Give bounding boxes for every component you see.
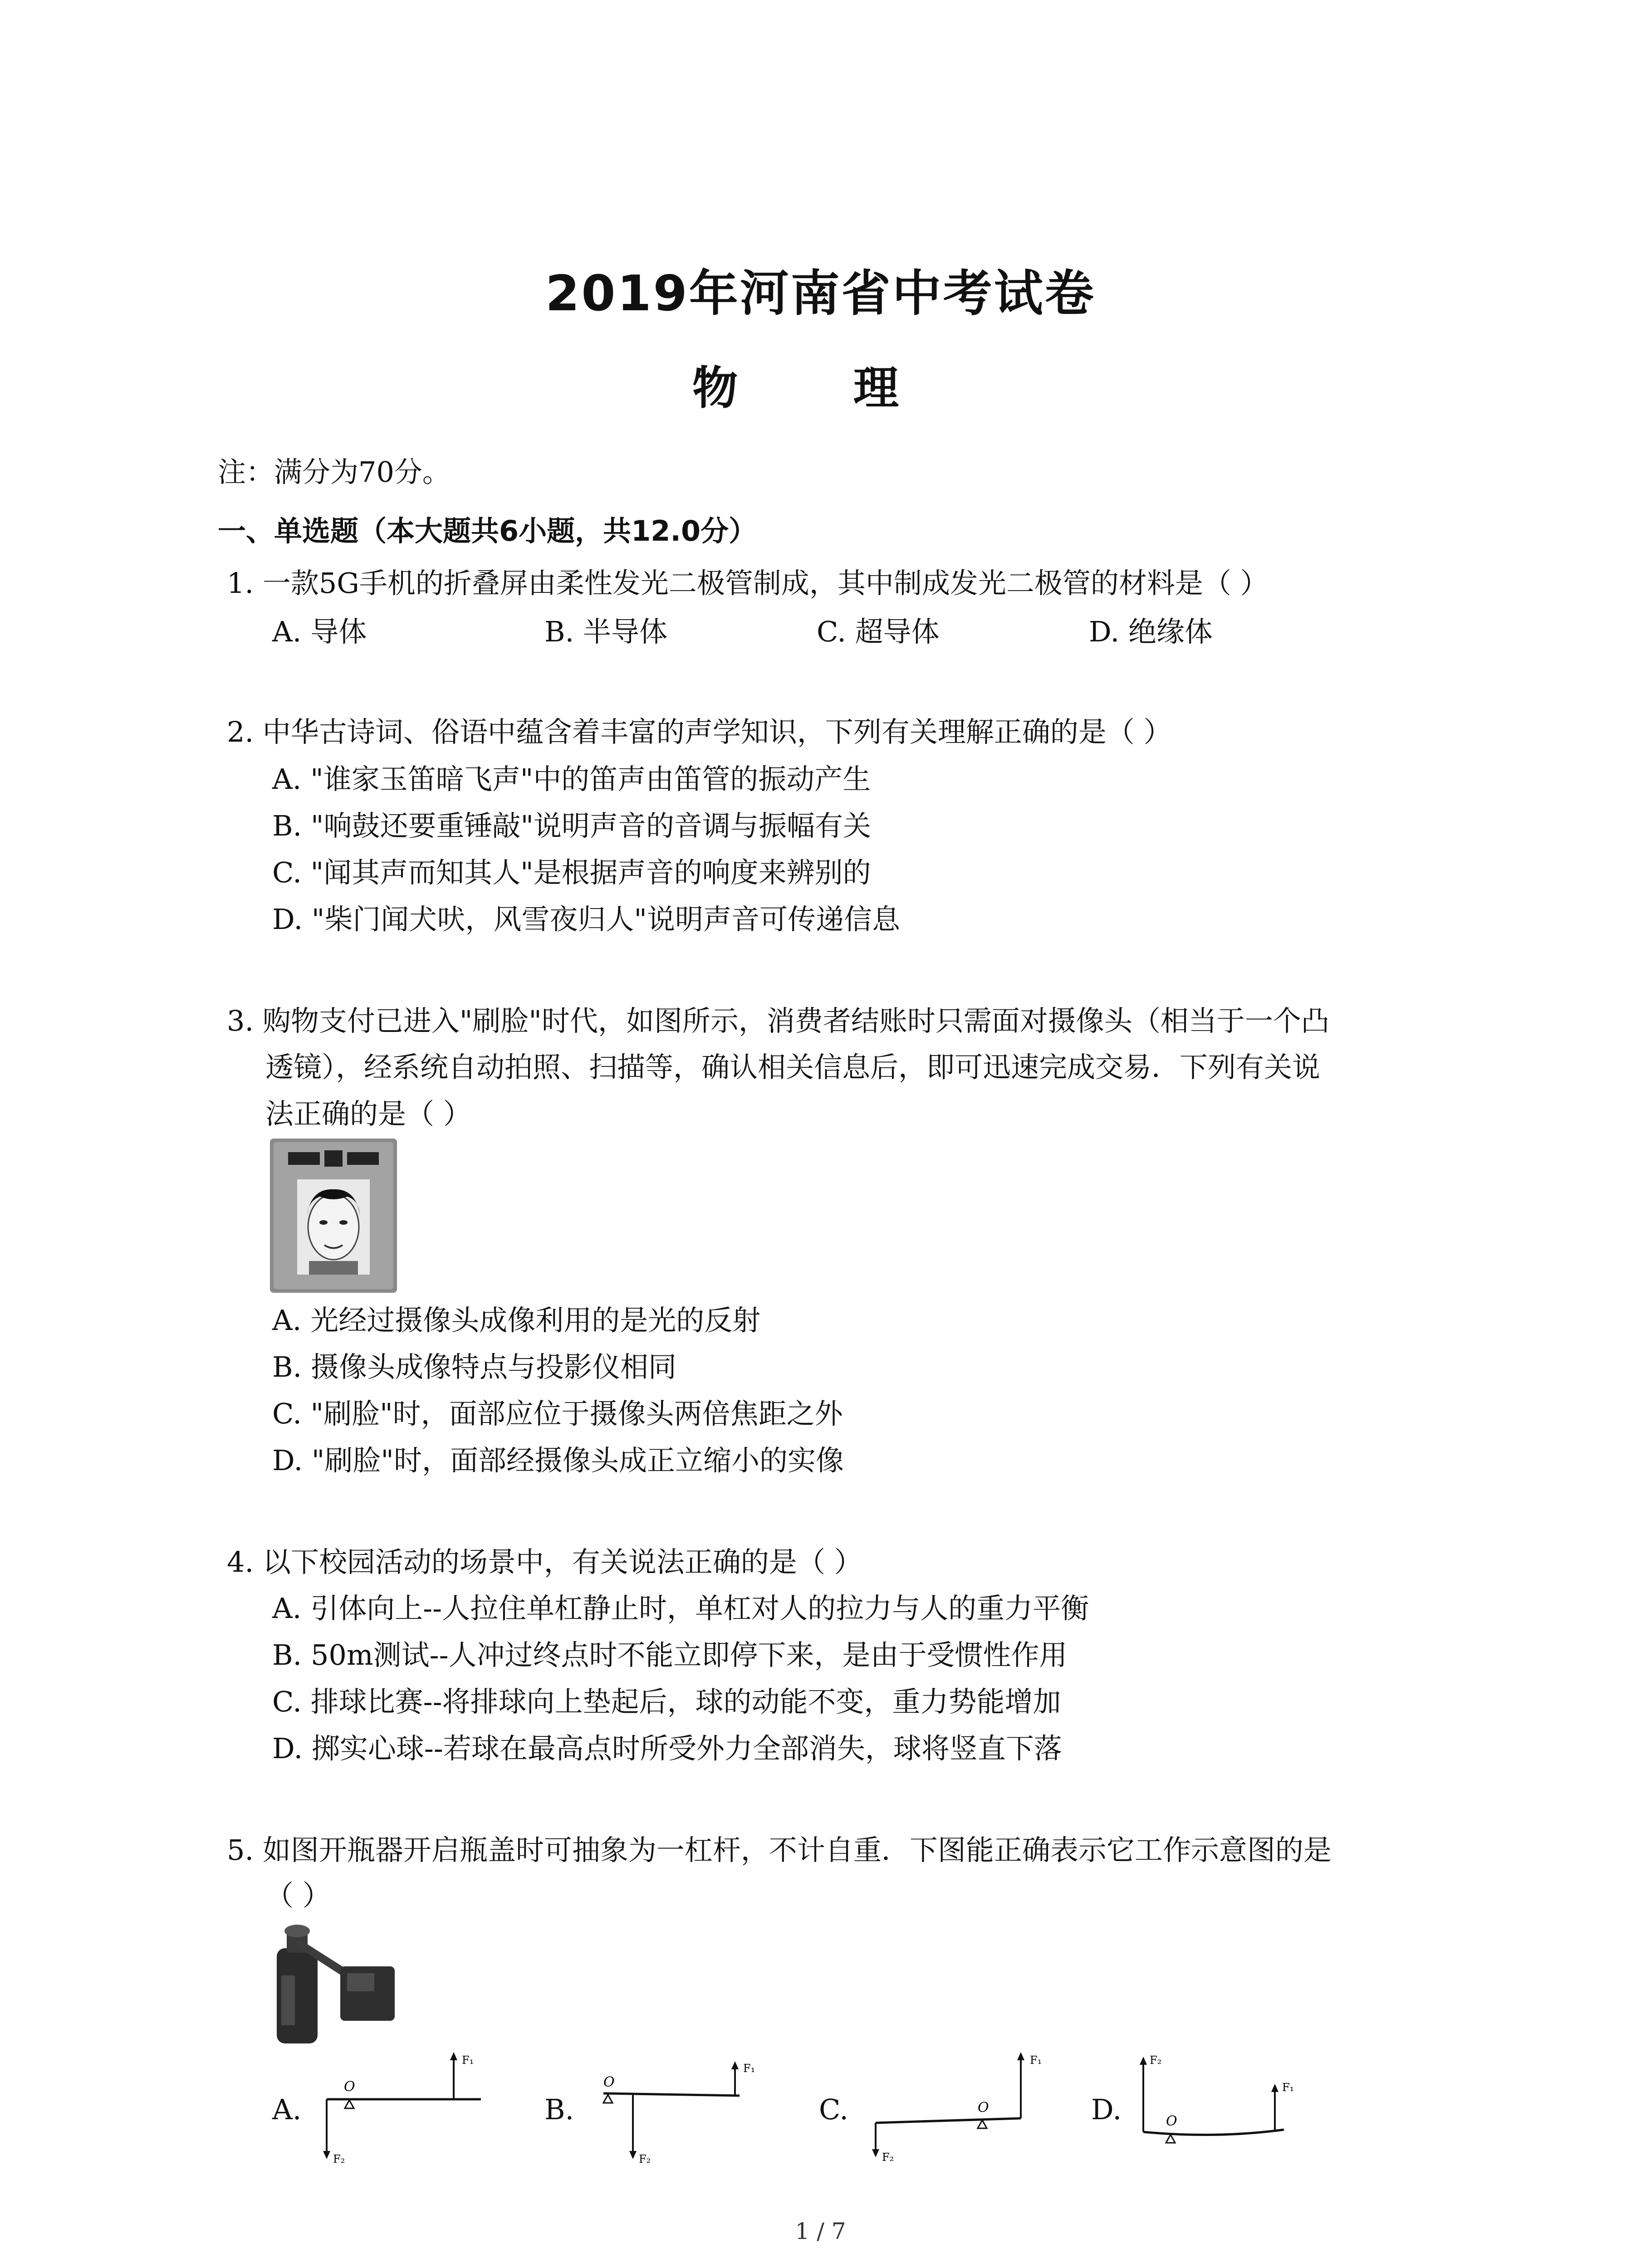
lever-b-pivot-label: O bbox=[603, 2074, 615, 2090]
exam-title: 2019年河南省中考试卷 bbox=[545, 265, 1096, 322]
question-4-option-d: D. 掷实心球--若球在最高点时所受外力全部消失，球将竖直下落 bbox=[272, 1732, 1062, 1765]
face-scan-terminal-photo bbox=[270, 1139, 397, 1293]
question-3-stem-line-3: 法正确的是（ ） bbox=[265, 1097, 471, 1130]
lever-diagram-a bbox=[318, 2046, 508, 2173]
lever-b-f1-label: F₁ bbox=[743, 2062, 755, 2075]
lever-c-f1-label: F₁ bbox=[1030, 2054, 1042, 2067]
lever-diagram-b bbox=[590, 2046, 780, 2173]
lever-a-f2-label: F₂ bbox=[333, 2153, 345, 2165]
bottle-opener-photo bbox=[268, 1921, 404, 2048]
question-3-option-b: B. 摄像头成像特点与投影仪相同 bbox=[272, 1350, 676, 1383]
question-5-stem-line-1: 5. 如图开瓶器开启瓶盖时可抽象为一杠杆，不计自重．下图能正确表示它工作示意图的是 bbox=[227, 1833, 1332, 1867]
question-4-stem: 4. 以下校园活动的场景中，有关说法正确的是（ ） bbox=[227, 1545, 862, 1579]
page-number: 1 / 7 bbox=[795, 2218, 846, 2244]
question-5-option-a: A. bbox=[272, 2093, 302, 2126]
question-3-option-c: C. "刷脸"时，面部应位于摄像头两倍焦距之外 bbox=[272, 1397, 843, 1430]
lever-b-f2-label: F₂ bbox=[639, 2153, 651, 2165]
question-3-option-d: D. "刷脸"时，面部经摄像头成正立缩小的实像 bbox=[272, 1444, 844, 1477]
question-5-option-d: D. bbox=[1091, 2093, 1122, 2126]
question-1-option-a: A. 导体 bbox=[272, 615, 367, 648]
lever-d-f1-label: F₁ bbox=[1282, 2081, 1294, 2094]
lever-c-pivot-label: O bbox=[978, 2100, 989, 2116]
question-4-option-c: C. 排球比赛--将排球向上垫起后，球的动能不变，重力势能增加 bbox=[272, 1685, 1061, 1718]
score-note: 注：满分为70分。 bbox=[218, 455, 451, 489]
lever-d-f2-label: F₂ bbox=[1150, 2054, 1162, 2067]
question-1-option-c: C. 超导体 bbox=[817, 615, 940, 648]
question-2-option-c: C. "闻其声而知其人"是根据声音的响度来辨别的 bbox=[272, 856, 871, 889]
question-4-option-a: A. 引体向上--人拉住单杠静止时，单杠对人的拉力与人的重力平衡 bbox=[272, 1592, 1089, 1625]
lever-d-pivot-label: O bbox=[1166, 2113, 1177, 2129]
question-1-option-d: D. 绝缘体 bbox=[1089, 615, 1213, 648]
question-2-option-a: A. "谁家玉笛暗飞声"中的笛声由笛管的振动产生 bbox=[272, 763, 871, 796]
question-1-option-b: B. 半导体 bbox=[544, 615, 667, 648]
question-5-option-b: B. bbox=[544, 2093, 574, 2126]
lever-a-f1-label: F₁ bbox=[462, 2054, 474, 2067]
question-1-stem: 1. 一款5G手机的折叠屏由柔性发光二极管制成，其中制成发光二极管的材料是（ ） bbox=[227, 567, 1269, 600]
lever-a-pivot-label: O bbox=[344, 2079, 355, 2095]
question-3-stem-line-1: 3. 购物支付已进入"刷脸"时代，如图所示，消费者结账时只需面对摄像头（相当于一个凸 bbox=[227, 1004, 1329, 1037]
question-3-option-a: A. 光经过摄像头成像利用的是光的反射 bbox=[272, 1304, 761, 1337]
question-5-stem-line-2: （ ） bbox=[265, 1879, 331, 1912]
question-4-option-b: B. 50m测试--人冲过终点时不能立即停下来，是由于受惯性作用 bbox=[272, 1638, 1068, 1672]
question-5-option-c: C. bbox=[819, 2093, 848, 2126]
lever-c-f2-label: F₂ bbox=[882, 2151, 894, 2164]
lever-diagram-d bbox=[1134, 2046, 1329, 2173]
lever-diagram-c bbox=[862, 2046, 1057, 2173]
question-2-option-d: D. "柴门闻犬吠，风雪夜归人"说明声音可传递信息 bbox=[272, 903, 900, 936]
question-3-stem-line-2: 透镜），经系统自动拍照、扫描等，确认相关信息后，即可迅速完成交易．下列有关说 bbox=[265, 1051, 1321, 1084]
question-2-stem: 2. 中华古诗词、俗语中蕴含着丰富的声学知识，下列有关理解正确的是（ ） bbox=[227, 715, 1172, 748]
question-2-option-b: B. "响鼓还要重锤敲"说明声音的音调与振幅有关 bbox=[272, 809, 872, 842]
section-heading: 一、单选题（本大题共6小题，共12.0分） bbox=[218, 514, 757, 547]
subject-title: 物 理 bbox=[692, 362, 949, 415]
